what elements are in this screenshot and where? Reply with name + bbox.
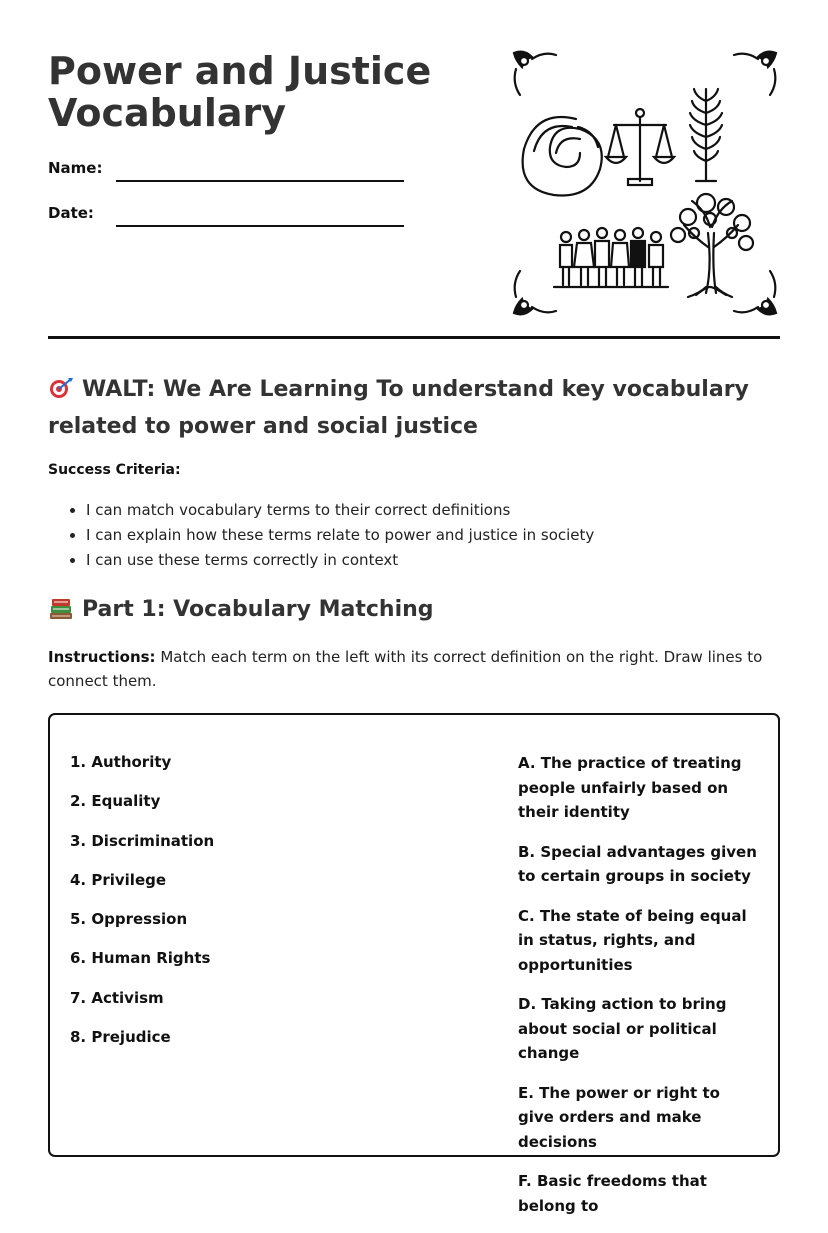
name-field[interactable] <box>48 159 408 183</box>
instructions-text: Match each term on the left with its correct definition on the right. Draw lines to connect them. <box>48 648 763 690</box>
definition-item[interactable]: D. Taking action to bring about social or political change <box>518 995 727 1062</box>
success-criteria-item: • I can match vocabulary terms to their correct definitions <box>86 499 594 524</box>
instructions-label: Instructions: <box>48 648 156 666</box>
target-icon <box>48 377 74 399</box>
name-label: Name: <box>48 159 103 177</box>
walt-heading <box>48 371 780 445</box>
part1-heading <box>48 594 434 626</box>
books-icon <box>48 596 74 620</box>
term-item[interactable]: 8. Prejudice <box>70 1028 171 1047</box>
matching-box <box>48 713 780 1215</box>
success-criteria-item: • I can use these terms correctly in context <box>86 549 594 574</box>
definitions-list <box>518 751 758 1233</box>
terms-list <box>70 751 214 1065</box>
definition-item[interactable]: F. Basic freedoms that belong to <box>518 1172 707 1215</box>
term-item[interactable]: 2. Equality <box>70 792 161 811</box>
success-criteria-list <box>48 499 594 574</box>
corner-flourish-bottom-right <box>734 271 776 314</box>
definition-item[interactable]: B. Special advantages given to certain groups in society <box>518 842 757 885</box>
tree-icon <box>671 194 753 297</box>
fern-icon <box>690 89 722 181</box>
corner-flourish-top-left <box>514 52 556 95</box>
term-item[interactable]: 5. Oppression <box>70 910 188 929</box>
walt-text: WALT: We Are Learning To understand key vocabulary related to power and social justice <box>48 377 749 439</box>
success-criteria-item: • I can explain how these terms relate to power and justice in society <box>86 524 594 549</box>
koru-spiral <box>523 117 602 195</box>
term-item[interactable]: 1. Authority <box>70 753 172 771</box>
corner-flourish-top-right <box>734 52 776 95</box>
people-group-icon <box>554 228 668 287</box>
definition-item[interactable]: A. The practice of treating people unfairly based on their identity <box>518 754 742 821</box>
date-label: Date: <box>48 204 94 222</box>
instructions <box>48 645 780 693</box>
definition-item[interactable]: C. The state of being equal in status, rights, and opportunities <box>518 906 747 974</box>
date-line[interactable] <box>116 225 404 227</box>
term-item[interactable]: 6. Human Rights <box>70 949 211 968</box>
term-item[interactable]: 4. Privilege <box>70 870 167 889</box>
term-item[interactable]: 7. Activism <box>70 988 164 1007</box>
name-line[interactable] <box>116 180 404 182</box>
header-divider <box>48 336 780 339</box>
definition-item[interactable]: E. The power or right to give orders and make decisions <box>518 1083 720 1151</box>
corner-flourish-bottom-left <box>514 271 556 314</box>
date-field[interactable] <box>48 204 408 228</box>
page-title: Power and Justice Vocabulary <box>48 49 432 135</box>
scales-icon <box>606 109 674 185</box>
term-item[interactable]: 3. Discrimination <box>70 831 215 850</box>
part1-text: Part 1: Vocabulary Matching <box>82 597 434 622</box>
success-criteria-label: Success Criteria: <box>48 462 181 478</box>
justice-illustration <box>510 47 780 319</box>
